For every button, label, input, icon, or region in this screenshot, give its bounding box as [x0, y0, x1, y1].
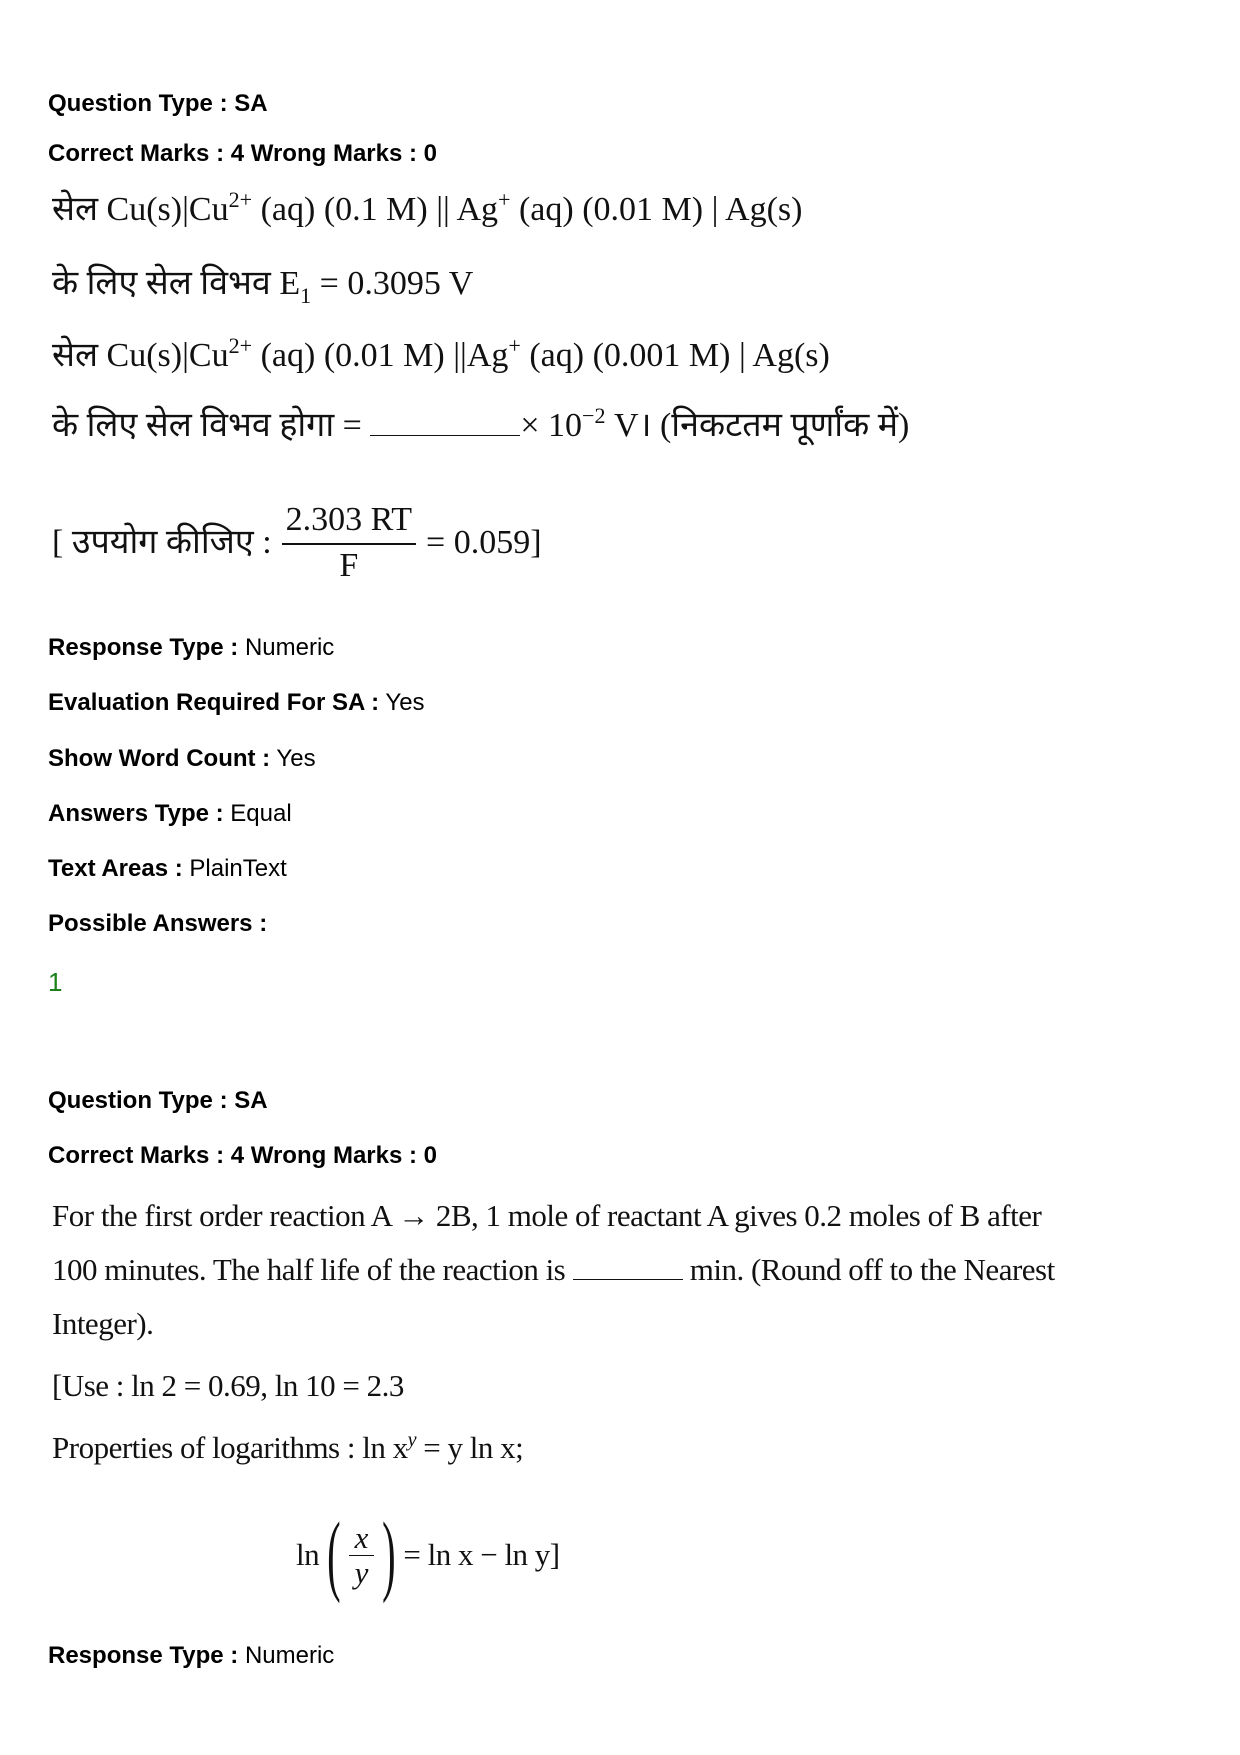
q2-line2-prefix: 100 minutes. The half life of the reaction is	[52, 1252, 566, 1287]
q1-response-type	[48, 632, 334, 664]
q1-line5	[52, 488, 542, 598]
q1-line4-prefix: के लिए सेल विभव होगा =	[52, 407, 362, 444]
q2-line5	[52, 1426, 523, 1470]
q1-line3-sup2: +	[508, 332, 521, 358]
q1-line4-suffix: V। (निकटतम पूर्णांक में)	[605, 407, 910, 444]
q1-line1-sup1: 2+	[228, 186, 253, 212]
q1-word-count	[48, 743, 316, 775]
q2-eq-rhs: = ln x − ln y]	[403, 1537, 560, 1572]
q2-question-type	[48, 1085, 268, 1117]
q1-possible-answers	[48, 908, 267, 940]
q1-line1-suffix: (aq) (0.01 M) | Ag(s)	[518, 191, 803, 228]
q2-line1: For the first order reaction A → 2B, 1 mole of reactant A gives 0.2 moles of B after	[52, 1198, 1042, 1233]
q2-question-type-label: Question Type :	[48, 1087, 228, 1114]
q1-line1-prefix: सेल Cu(s)|Cu	[52, 191, 229, 228]
q2-line2-suffix: min. (Round off to the Nearest	[682, 1252, 1055, 1287]
q1-line2-suffix: = 0.3095 V	[311, 265, 474, 302]
q1-rt-fraction	[282, 501, 416, 585]
q1-evaluation	[48, 687, 425, 719]
q1-word-count-value: Yes	[276, 745, 316, 772]
q2-eq-denominator: y	[354, 1554, 368, 1590]
q2-eq-ln: ln	[296, 1537, 320, 1572]
q1-word-count-label: Show Word Count :	[48, 745, 271, 772]
q2-log-equation	[296, 1500, 560, 1610]
q1-answer-blank	[370, 409, 520, 436]
q1-line2-sub: 1	[300, 282, 312, 308]
q1-text-areas-label: Text Areas :	[48, 855, 183, 882]
q1-evaluation-label: Evaluation Required For SA :	[48, 689, 380, 716]
q2-line4: [Use : ln 2 = 0.69, ln 10 = 2.3	[52, 1368, 404, 1403]
q1-line5-prefix: [ उपयोग कीजिए :	[52, 524, 272, 561]
q1-possible-answer-value: 1	[48, 967, 63, 997]
q1-fraction-denominator: F	[339, 547, 359, 584]
q1-response-type-label: Response Type :	[48, 634, 239, 661]
q1-line2-prefix: के लिए सेल विभव E	[52, 265, 301, 302]
q1-line4	[52, 404, 909, 448]
q1-line3-mid: (aq) (0.01 M) ||Ag	[260, 337, 509, 374]
q2-line5-suffix: = y ln x;	[416, 1430, 524, 1465]
q2-line3: Integer).	[52, 1306, 154, 1341]
q1-line4-after-blank: × 10	[520, 407, 582, 444]
q2-line5-sup: y	[407, 1428, 417, 1451]
q1-line3-prefix: सेल Cu(s)|Cu	[52, 337, 229, 374]
q1-question-type-value: SA	[234, 90, 268, 117]
q1-answers-type-value: Equal	[230, 800, 292, 827]
q1-answers-type	[48, 798, 292, 830]
q1-evaluation-value: Yes	[385, 689, 425, 716]
q1-question-type-label: Question Type :	[48, 90, 228, 117]
q1-question-type	[48, 88, 268, 120]
q2-eq-numerator: x	[349, 1521, 374, 1556]
q2-answer-blank	[573, 1257, 683, 1280]
q2-question-type-value: SA	[234, 1087, 268, 1114]
q1-response-type-value: Numeric	[244, 634, 335, 661]
q1-marks-text: Correct Marks : 4 Wrong Marks : 0	[48, 140, 438, 167]
q2-right-paren: )	[381, 1505, 396, 1604]
q2-response-type-label: Response Type :	[48, 1642, 239, 1669]
q1-line5-suffix: = 0.059]	[426, 524, 542, 561]
q2-line5-prefix: Properties of logarithms : ln x	[52, 1430, 408, 1465]
q1-line2	[52, 262, 473, 306]
q1-answers-type-label: Answers Type :	[48, 800, 224, 827]
q2-xy-fraction	[349, 1521, 374, 1590]
q1-line3-sup1: 2+	[228, 332, 253, 358]
q1-marks	[48, 138, 437, 170]
q1-fraction-numerator: 2.303 RT	[282, 501, 416, 545]
q1-text-areas-value: PlainText	[189, 855, 287, 882]
q2-line2	[52, 1248, 1055, 1292]
q2-marks-text: Correct Marks : 4 Wrong Marks : 0	[48, 1142, 438, 1169]
q2-marks	[48, 1140, 437, 1172]
q1-line1-mid: (aq) (0.1 M) || Ag	[260, 191, 498, 228]
q1-text-areas	[48, 853, 287, 885]
q1-line1	[52, 188, 802, 232]
q2-response-type-value: Numeric	[244, 1642, 335, 1669]
q1-line3	[52, 334, 830, 378]
q2-response-type	[48, 1640, 334, 1672]
q1-line1-sup2: +	[498, 186, 511, 212]
q1-line3-suffix: (aq) (0.001 M) | Ag(s)	[529, 337, 830, 374]
q1-possible-answers-label: Possible Answers :	[48, 910, 268, 937]
q1-line4-sup: −2	[582, 402, 606, 428]
q2-left-paren: (	[327, 1505, 341, 1604]
